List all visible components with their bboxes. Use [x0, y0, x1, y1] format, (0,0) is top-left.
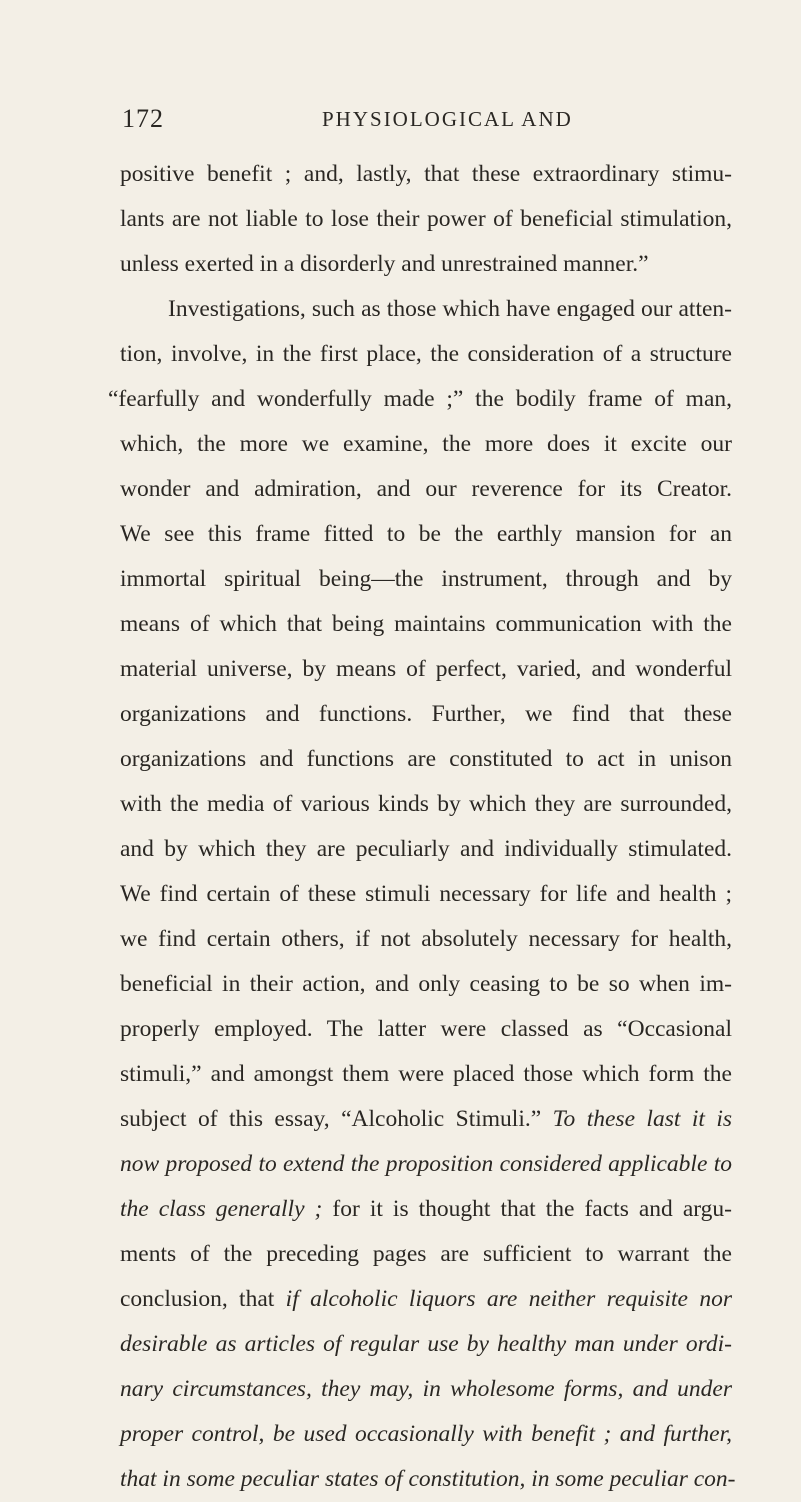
text-line: beneficial in their action, and only ceasing to be so when im-: [120, 971, 732, 997]
page-number: 172: [122, 104, 164, 133]
body-text: [108, 152, 736, 1502]
text-line: positive benefit ; and, lastly, that these extraordinary stimu-: [120, 161, 732, 187]
text-line: organizations and functions are constituted to act in unison: [120, 746, 732, 772]
text-line: organizations and functions. Further, we find that these: [120, 701, 732, 727]
text-line: with the media of various kinds by which they are surrounded,: [120, 791, 732, 817]
text-line: proper control, be used occasionally with benefit ; and further,: [120, 1421, 732, 1447]
text-line: lants are not liable to lose their power of beneficial stimulation,: [120, 206, 732, 232]
text-line: we find certain others, if not absolutely necessary for health,: [120, 926, 732, 952]
text-line: desirable as articles of regular use by healthy man under ordi-: [120, 1331, 732, 1357]
text-line: immortal spiritual being—the instrument, through and by: [120, 566, 732, 592]
text-line: nary circumstances, they may, in wholesome forms, and under: [120, 1376, 732, 1402]
text-line: wonder and admiration, and our reverence for its Creator.: [120, 476, 732, 502]
running-head: PHYSIOLOGICAL AND: [322, 107, 573, 131]
text-line: “fearfully and wonderfully made ;” the bodily frame of man,: [108, 386, 732, 412]
text-line: unless exerted in a disorderly and unrestrained manner.”: [120, 251, 649, 277]
text-line: conclusion, that if alcoholic liquors are neither requisite nor: [120, 1286, 732, 1312]
text-line: properly employed. The latter were classed as “Occasional: [120, 1016, 732, 1042]
text-line: Investigations, such as those which have engaged our atten-: [168, 296, 732, 322]
text-line: now proposed to extend the proposition considered applicable to: [120, 1151, 732, 1177]
text-line: the class generally ; for it is thought that the facts and argu-: [120, 1196, 732, 1222]
text-line: ments of the preceding pages are sufficient to warrant the: [120, 1241, 732, 1267]
text-line: subject of this essay, “Alcoholic Stimuli.” To these last it is: [120, 1106, 732, 1132]
text-line: tion, involve, in the first place, the consideration of a structure: [120, 341, 732, 367]
text-line: which, the more we examine, the more does it excite our: [120, 431, 732, 457]
text-line: means of which that being maintains communication with the: [120, 611, 732, 637]
text-line: and by which they are peculiarly and individually stimulated.: [120, 836, 732, 862]
text-line: material universe, by means of perfect, varied, and wonderful: [120, 656, 732, 682]
text-line: We find certain of these stimuli necessary for life and health ;: [120, 881, 732, 907]
text-line: We see this frame fitted to be the earthly mansion for an: [120, 521, 732, 547]
text-line: stimuli,” and amongst them were placed those which form the: [120, 1061, 732, 1087]
text-line: that in some peculiar states of constitution, in some peculiar con-: [120, 1466, 736, 1492]
